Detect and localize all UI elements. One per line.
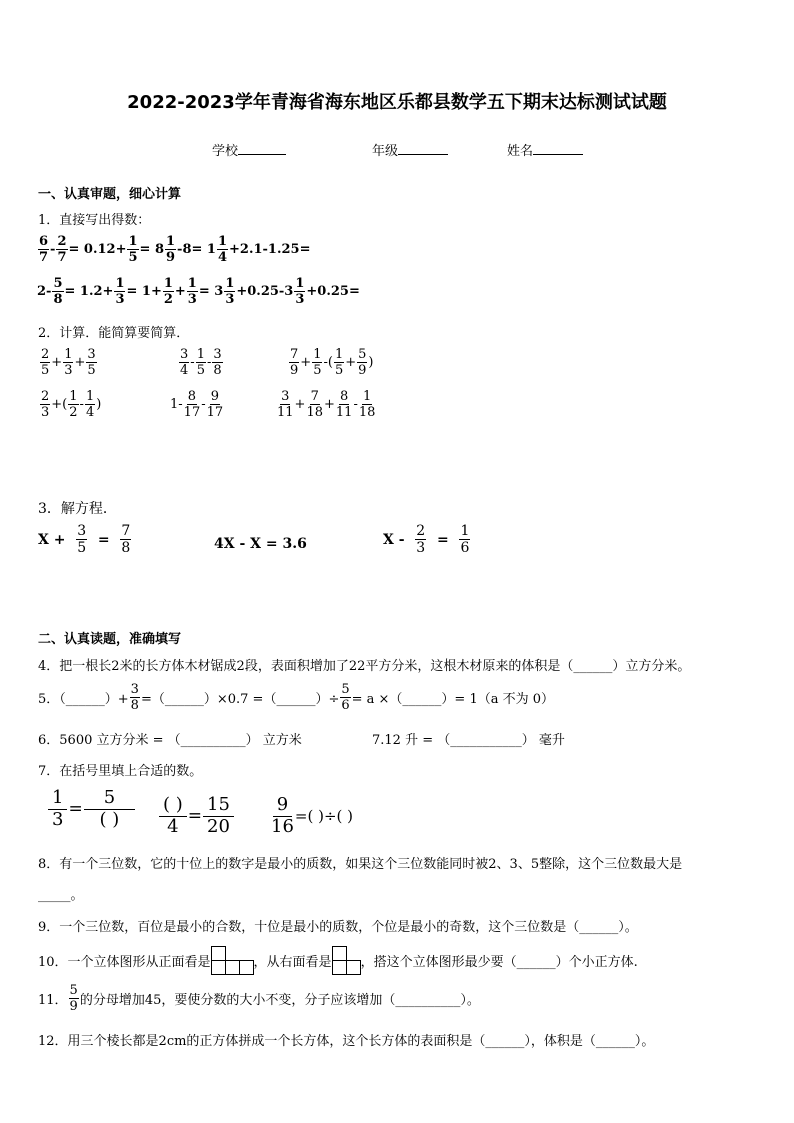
q6-part-2: 7.12 升 = （___________） 毫升 [372,733,565,748]
fraction: 1 3 [295,276,305,307]
fraction: 1 2 [69,389,78,420]
fraction: $\frac{9}{16}$ [271,794,294,837]
grade-field [372,140,448,159]
fraction: $\frac{1}{5}$ [313,347,322,378]
q2-expr-6: 3 11 + $\frac{7}{18}$ + $\frac{8}{11}$ - 1 18 [277,389,376,420]
fraction: $\frac{1}{2}$ [163,276,173,307]
q2-label: 2．计算．能简算要简算． [38,326,190,341]
q2-expr-1: 2 5 + $\frac{1}{3}$ + $\frac{3}{5}$ [41,347,96,378]
school-label: 学校 [212,144,239,159]
fraction: 1 4 [85,389,95,420]
fraction: 5 ( ) [84,789,135,829]
fraction: 1 9 [166,234,176,265]
q7-fill-1: $\frac{1}{3}$ = 5 ( ) [47,789,136,829]
q10-line: 10．一个立体图形从正面看是 ，从右面看是 ，搭这个立体图形最少要（______）个小正方体. [38,946,638,975]
name-label: 姓名 [507,144,534,159]
q7-fill-3: $\frac{9}{16}$ =( )÷( ) [271,794,353,837]
section-1-heading: 一、认真审题，细心计算 [38,187,182,202]
fraction: 8 17 [183,389,201,420]
fraction: 1 5 [334,347,344,378]
q1-row1: 6 7 - $\frac{2}{7}$ = 0.12+ $\frac{1}{5}$ = 8 1 9 -8= 1 1 4 +2.1-1.25= [39,234,311,265]
q3-equation-3: X - $\frac{2}{3}$ = $\frac{1}{6}$ [383,523,470,556]
q4-text: 4．把一根长2米的长方体木材锯成2段，表面积增加了22平方分米，这根木材原来的体积是（______）立方分米。 [38,659,691,674]
name-field [507,140,583,159]
school-field [212,140,286,159]
fraction: 2 5 [41,347,50,378]
grade-blank[interactable] [398,141,448,155]
fraction: 3 11 [277,389,294,420]
q12-text: 12．用三个棱长都是2cm的正方体拼成一个长方体，这个长方体的表面积是（______），体积是（______）。 [38,1034,655,1049]
fraction: 5 9 [69,983,78,1014]
fraction: $\frac{5}{6}$ [341,682,350,713]
q2-expr-2: 3 4 - 1 5 - 3 8 [180,347,222,378]
name-blank[interactable] [533,141,583,155]
fraction: 7 9 [290,347,299,378]
q5-line: 5．（______）+ $\frac{3}{8}$ =（______）×0.7 =（______）÷ $\frac{5}{6}$ = a ×（______）= 1（a 不为 0） [38,682,555,713]
fraction: $\frac{7}{8}$ [121,523,131,556]
q7-fill-2: ( ) 4 = $\frac{15}{20}$ [158,796,235,836]
fraction: $\frac{2}{3}$ [416,523,426,556]
fraction: $\frac{1}{3}$ [187,276,197,307]
q8-line-1: 8．有一个三位数，它的十位上的数字是最小的质数，如果这个三位数能同时被2、3、5整除，这个三位数最大是 [38,857,683,872]
fraction: $\frac{1}{3}$ [48,789,67,829]
fraction: $\frac{2}{7}$ [57,234,67,265]
q9-text: 9．一个三位数，百位是最小的合数，十位是最小的质数，个位是最小的奇数，这个三位数是（______）。 [38,920,638,935]
fraction: 1 4 [217,234,227,265]
fraction: $\frac{5}{8}$ [53,276,63,307]
fraction: 2 3 [41,389,50,420]
fraction: 3 4 [180,347,189,378]
q1-row2: 2- $\frac{5}{8}$ = 1.2+ $\frac{1}{3}$ = 1+ $\frac{1}{2}$ + $\frac{1}{3}$ = 3 1 3 +0.25-3 1 3 +0.25= [37,276,360,307]
fraction: 3 8 [213,347,222,378]
fraction: 9 17 [206,389,224,420]
fraction: $\frac{3}{5}$ [87,347,96,378]
page-title: 2022-2023学年青海省海东地区乐都县数学五下期末达标测试试题 [127,92,667,113]
q1-label: 1．直接写出得数： [38,213,151,228]
fraction: $\frac{3}{8}$ [130,682,139,713]
fraction: $\frac{1}{6}$ [460,523,470,556]
q11-line: 11． 5 9 的分母增加45，要使分数的大小不变，分子应该增加（__________）。 [38,983,480,1014]
fraction: $\frac{3}{5}$ [77,523,87,556]
q7-label: 7．在括号里填上合适的数。 [38,764,203,779]
q2-expr-5: 1- 8 17 - 9 17 [170,389,224,420]
q8-line-2: _____。 [38,888,84,903]
q3-label: 3．解方程． [38,501,117,517]
school-blank[interactable] [238,141,286,155]
fraction: ( ) 4 [159,796,187,836]
fraction: $\frac{8}{11}$ [335,389,353,420]
fraction: $\frac{1}{3}$ [64,347,73,378]
front-view-figure [211,946,254,975]
q2-expr-3: 7 9 + $\frac{1}{5}$ -( 1 5 + $\frac{5}{9}$ ) [290,347,374,378]
fraction: $\frac{7}{18}$ [306,389,323,420]
q3-equation-2: 4X - X = 3.6 [214,536,307,552]
fraction: 1 3 [225,276,235,307]
fraction: 1 18 [358,389,376,420]
right-view-figure [332,946,361,975]
fraction: $\frac{5}{9}$ [358,347,367,378]
q2-expr-4: 2 3 +( 1 2 - 1 4 ) [41,389,102,420]
q6-part-1: 6．5600 立方分米 = （__________） 立方米 [38,733,302,748]
q3-equation-1: X + $\frac{3}{5}$ = $\frac{7}{8}$ [38,523,131,556]
fraction: $\frac{15}{20}$ [203,796,234,836]
fraction: $\frac{1}{5}$ [128,234,138,265]
fraction: 6 7 [39,234,49,265]
fraction: 1 5 [196,347,205,378]
fraction: $\frac{1}{3}$ [115,276,125,307]
section-2-heading: 二、认真读题，准确填写 [38,632,182,647]
grade-label: 年级 [372,144,399,159]
